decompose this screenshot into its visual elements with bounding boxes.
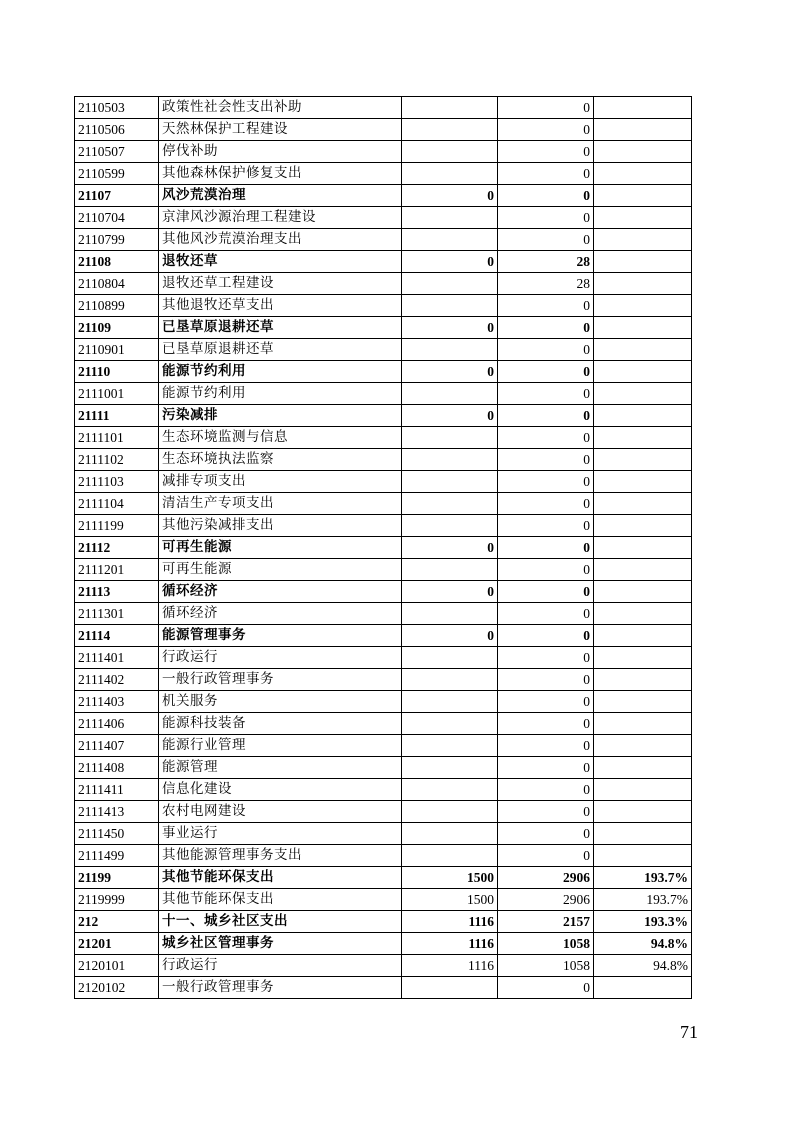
code-cell: 21201 [75,933,159,955]
ratio-cell [594,647,692,669]
ratio-cell [594,207,692,229]
code-cell: 2111301 [75,603,159,625]
table-row [75,229,692,251]
budget-cell [402,163,498,185]
budget-cell: 0 [402,537,498,559]
code-cell: 2111401 [75,647,159,669]
actual-cell: 1058 [498,933,594,955]
ratio-cell [594,779,692,801]
name-cell: 减排专项支出 [159,471,402,493]
code-cell: 2111104 [75,493,159,515]
budget-cell [402,669,498,691]
budget-cell: 1500 [402,889,498,911]
actual-cell: 0 [498,295,594,317]
code-cell: 2111406 [75,713,159,735]
name-cell: 十一、城乡社区支出 [159,911,402,933]
actual-cell: 0 [498,207,594,229]
actual-cell: 0 [498,581,594,603]
budget-cell [402,119,498,141]
actual-cell: 28 [498,273,594,295]
budget-cell: 1116 [402,955,498,977]
code-cell: 2110507 [75,141,159,163]
actual-cell: 0 [498,405,594,427]
table-row [75,603,692,625]
table-row [75,273,692,295]
table-row [75,581,692,603]
code-cell: 21107 [75,185,159,207]
budget-cell: 0 [402,185,498,207]
name-cell: 能源科技装备 [159,713,402,735]
actual-cell: 0 [498,97,594,119]
ratio-cell: 94.8% [594,955,692,977]
actual-cell: 0 [498,163,594,185]
ratio-cell [594,427,692,449]
name-cell: 其他风沙荒漠治理支出 [159,229,402,251]
actual-cell: 2906 [498,889,594,911]
table-row [75,933,692,955]
page-number: 71 [680,1022,698,1042]
name-cell: 其他森林保护修复支出 [159,163,402,185]
code-cell: 2111199 [75,515,159,537]
actual-cell: 0 [498,823,594,845]
code-cell: 21108 [75,251,159,273]
ratio-cell [594,581,692,603]
name-cell: 停伐补助 [159,141,402,163]
actual-cell: 0 [498,559,594,581]
budget-cell [402,141,498,163]
actual-cell: 0 [498,537,594,559]
code-cell: 2111413 [75,801,159,823]
table-row [75,119,692,141]
name-cell: 一般行政管理事务 [159,669,402,691]
actual-cell: 0 [498,119,594,141]
code-cell: 2120101 [75,955,159,977]
code-cell: 2111403 [75,691,159,713]
name-cell: 京津风沙源治理工程建设 [159,207,402,229]
actual-cell: 0 [498,185,594,207]
budget-cell [402,559,498,581]
ratio-cell [594,493,692,515]
ratio-cell [594,801,692,823]
actual-cell: 0 [498,339,594,361]
budget-cell [402,295,498,317]
table-row [75,383,692,405]
table-row [75,713,692,735]
code-cell: 2111408 [75,757,159,779]
name-cell: 退牧还草工程建设 [159,273,402,295]
actual-cell: 0 [498,713,594,735]
ratio-cell [594,845,692,867]
ratio-cell [594,823,692,845]
ratio-cell [594,515,692,537]
table-row [75,537,692,559]
table-row [75,515,692,537]
ratio-cell [594,383,692,405]
actual-cell: 2157 [498,911,594,933]
code-cell: 2119999 [75,889,159,911]
name-cell: 可再生能源 [159,559,402,581]
actual-cell: 0 [498,845,594,867]
table-row [75,867,692,889]
code-cell: 21112 [75,537,159,559]
table-row [75,97,692,119]
budget-cell [402,493,498,515]
budget-cell: 1116 [402,911,498,933]
name-cell: 已垦草原退耕还草 [159,317,402,339]
budget-cell [402,207,498,229]
actual-cell: 0 [498,383,594,405]
name-cell: 其他退牧还草支出 [159,295,402,317]
name-cell: 事业运行 [159,823,402,845]
actual-cell: 0 [498,977,594,999]
ratio-cell [594,295,692,317]
ratio-cell [594,625,692,647]
ratio-cell: 193.7% [594,889,692,911]
ratio-cell [594,163,692,185]
ratio-cell [594,141,692,163]
name-cell: 其他污染减排支出 [159,515,402,537]
name-cell: 退牧还草 [159,251,402,273]
code-cell: 2110506 [75,119,159,141]
ratio-cell [594,339,692,361]
table-row [75,669,692,691]
ratio-cell [594,713,692,735]
budget-cell: 0 [402,625,498,647]
budget-cell: 0 [402,251,498,273]
budget-table [74,96,692,999]
table-row [75,823,692,845]
budget-cell [402,427,498,449]
budget-table-body [75,97,692,999]
ratio-cell [594,537,692,559]
budget-cell [402,339,498,361]
actual-cell: 0 [498,801,594,823]
actual-cell: 0 [498,779,594,801]
name-cell: 能源管理事务 [159,625,402,647]
budget-cell: 1500 [402,867,498,889]
name-cell: 循环经济 [159,603,402,625]
code-cell: 2111103 [75,471,159,493]
code-cell: 2111001 [75,383,159,405]
code-cell: 21111 [75,405,159,427]
code-cell: 2111499 [75,845,159,867]
table-row [75,955,692,977]
name-cell: 农村电网建设 [159,801,402,823]
code-cell: 2111201 [75,559,159,581]
name-cell: 可再生能源 [159,537,402,559]
budget-cell [402,735,498,757]
budget-cell [402,647,498,669]
ratio-cell [594,603,692,625]
ratio-cell [594,97,692,119]
actual-cell: 0 [498,449,594,471]
name-cell: 行政运行 [159,955,402,977]
code-cell: 21109 [75,317,159,339]
code-cell: 21114 [75,625,159,647]
table-row [75,647,692,669]
name-cell: 生态环境监测与信息 [159,427,402,449]
table-row [75,779,692,801]
ratio-cell [594,449,692,471]
name-cell: 生态环境执法监察 [159,449,402,471]
name-cell: 其他能源管理事务支出 [159,845,402,867]
code-cell: 212 [75,911,159,933]
name-cell: 能源行业管理 [159,735,402,757]
ratio-cell [594,185,692,207]
budget-cell [402,691,498,713]
code-cell: 2110899 [75,295,159,317]
name-cell: 能源节约利用 [159,383,402,405]
budget-cell: 0 [402,405,498,427]
ratio-cell [594,691,692,713]
table-row [75,625,692,647]
name-cell: 清洁生产专项支出 [159,493,402,515]
ratio-cell [594,317,692,339]
code-cell: 2110599 [75,163,159,185]
budget-cell [402,977,498,999]
name-cell: 污染减排 [159,405,402,427]
code-cell: 2110804 [75,273,159,295]
actual-cell: 28 [498,251,594,273]
budget-cell [402,823,498,845]
budget-cell [402,229,498,251]
budget-cell: 0 [402,361,498,383]
table-row [75,691,692,713]
name-cell: 风沙荒漠治理 [159,185,402,207]
budget-cell [402,603,498,625]
table-row [75,889,692,911]
ratio-cell [594,669,692,691]
table-row [75,339,692,361]
table-row [75,735,692,757]
name-cell: 城乡社区管理事务 [159,933,402,955]
actual-cell: 0 [498,229,594,251]
code-cell: 21110 [75,361,159,383]
actual-cell: 0 [498,647,594,669]
ratio-cell [594,273,692,295]
table-row [75,801,692,823]
table-row [75,405,692,427]
code-cell: 2111407 [75,735,159,757]
ratio-cell [594,757,692,779]
actual-cell: 0 [498,603,594,625]
table-row [75,141,692,163]
actual-cell: 0 [498,669,594,691]
name-cell: 能源管理 [159,757,402,779]
name-cell: 已垦草原退耕还草 [159,339,402,361]
code-cell: 2110503 [75,97,159,119]
actual-cell: 0 [498,427,594,449]
table-row [75,845,692,867]
budget-cell: 0 [402,317,498,339]
name-cell: 政策性社会性支出补助 [159,97,402,119]
actual-cell: 0 [498,471,594,493]
name-cell: 行政运行 [159,647,402,669]
budget-cell [402,471,498,493]
table-row [75,493,692,515]
actual-cell: 0 [498,493,594,515]
code-cell: 2110901 [75,339,159,361]
name-cell: 能源节约利用 [159,361,402,383]
table-row [75,427,692,449]
name-cell: 其他节能环保支出 [159,867,402,889]
budget-cell [402,757,498,779]
code-cell: 2111102 [75,449,159,471]
ratio-cell [594,229,692,251]
name-cell: 循环经济 [159,581,402,603]
actual-cell: 0 [498,735,594,757]
code-cell: 2110704 [75,207,159,229]
budget-cell [402,273,498,295]
name-cell: 信息化建设 [159,779,402,801]
ratio-cell [594,977,692,999]
code-cell: 21199 [75,867,159,889]
table-row [75,449,692,471]
table-row [75,295,692,317]
ratio-cell [594,119,692,141]
code-cell: 2110799 [75,229,159,251]
name-cell: 机关服务 [159,691,402,713]
table-row [75,317,692,339]
actual-cell: 0 [498,625,594,647]
budget-cell [402,449,498,471]
ratio-cell [594,405,692,427]
table-row [75,471,692,493]
actual-cell: 0 [498,141,594,163]
budget-cell [402,801,498,823]
actual-cell: 0 [498,361,594,383]
actual-cell: 0 [498,757,594,779]
budget-cell [402,383,498,405]
ratio-cell [594,251,692,273]
table-row [75,911,692,933]
budget-cell [402,515,498,537]
actual-cell: 0 [498,317,594,339]
actual-cell: 1058 [498,955,594,977]
code-cell: 2111411 [75,779,159,801]
ratio-cell: 193.7% [594,867,692,889]
ratio-cell: 193.3% [594,911,692,933]
table-row [75,207,692,229]
code-cell: 2111450 [75,823,159,845]
ratio-cell [594,471,692,493]
budget-cell [402,97,498,119]
table-row [75,185,692,207]
actual-cell: 0 [498,691,594,713]
code-cell: 2111101 [75,427,159,449]
name-cell: 其他节能环保支出 [159,889,402,911]
budget-cell [402,845,498,867]
table-row [75,977,692,999]
ratio-cell: 94.8% [594,933,692,955]
code-cell: 2120102 [75,977,159,999]
table-row [75,163,692,185]
ratio-cell [594,735,692,757]
name-cell: 一般行政管理事务 [159,977,402,999]
budget-cell [402,779,498,801]
budget-cell: 0 [402,581,498,603]
code-cell: 21113 [75,581,159,603]
table-row [75,559,692,581]
actual-cell: 0 [498,515,594,537]
ratio-cell [594,361,692,383]
table-row [75,251,692,273]
table-row [75,361,692,383]
code-cell: 2111402 [75,669,159,691]
name-cell: 天然林保护工程建设 [159,119,402,141]
budget-cell [402,713,498,735]
ratio-cell [594,559,692,581]
actual-cell: 2906 [498,867,594,889]
budget-cell: 1116 [402,933,498,955]
table-row [75,757,692,779]
